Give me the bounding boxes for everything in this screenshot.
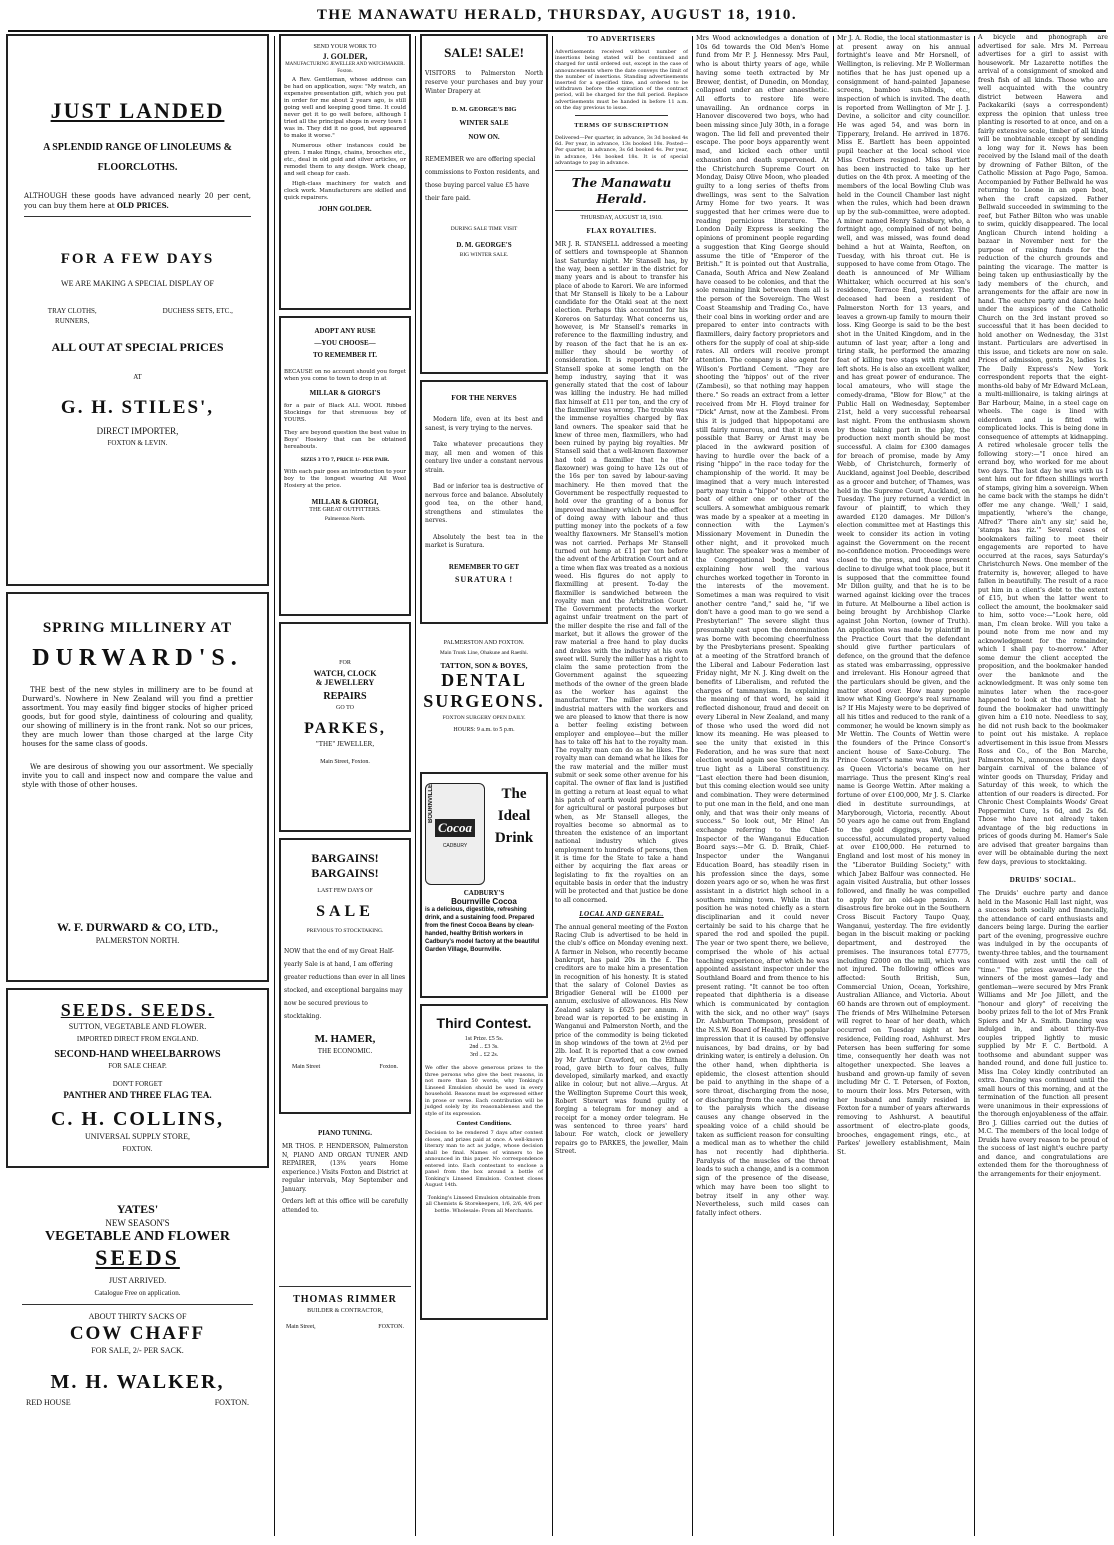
ad-firm-footer: W. F. DURWARD & CO, LTD., (57, 920, 218, 934)
ad-body: ALTHOUGH these goods have advanced nearly 20 per cent, you can buy them here at OLD PRICES. (24, 192, 251, 210)
ad-firm-footer: MILLAR & GIORGI, (311, 498, 379, 506)
column-7 (978, 34, 1108, 1538)
ad-line: IMPORTED DIRECT FROM ENGLAND. (76, 1035, 199, 1043)
ad-firm-footer: D. M. GEORGE'S (456, 241, 512, 249)
ad-line: WE ARE MAKING A SPECIAL DISPLAY OF (61, 279, 214, 288)
ad-third-contest (420, 1004, 548, 1320)
ad-address-right: Foxton. (379, 1064, 398, 1070)
ad-firm: DURWARD'S. (32, 645, 243, 671)
ad-line: TO REMEMBER IT. (312, 351, 378, 359)
ad-line: SURATURA ! (454, 574, 514, 584)
ad-line: JUST ARRIVED. (108, 1276, 167, 1285)
ad-firm: G. H. STILES', (60, 397, 215, 418)
ad-seeds (6, 988, 269, 1168)
ad-paragraph: A Rev. Gentleman, whose address can be had on application, says: "My watch, an expensive presentation gift, which you put in order for me about 2 years ago, is still going well and keeping good time. It could never get it to go well before, although I tried all the principal shops in every town I was in. They did it no good, but appeared to make it worse." (284, 77, 406, 139)
column-rule (274, 36, 275, 1536)
column-rule (692, 36, 693, 1536)
ad-role: DIRECT IMPORTER, (96, 426, 179, 436)
ad-line: BARGAINS! (311, 866, 379, 880)
ad-line: COW CHAFF (69, 1323, 206, 1344)
tin-label: Cocoa (435, 819, 475, 837)
ad-dental (420, 630, 548, 766)
ad-title: SPRING MILLINERY AT (42, 620, 233, 636)
ad-line: Catalogue Free on application. (94, 1289, 181, 1297)
ad-place: PALMERSTON NORTH. (95, 936, 180, 945)
ad-line: DON'T FORGET (112, 1080, 163, 1088)
ad-golder (279, 34, 411, 310)
ad-body: REMEMBER we are offering special commissions to Foxton residents, and those buying parcel value £5 have their fare paid. (425, 156, 540, 202)
ad-prize: 1st Prize. £5 5s. (464, 1036, 504, 1042)
notice-body: Delivered—Per quarter, in advance, 3s 3d booked 4s 6d. Per year, in advance, 13s booked 18s. Posted—Per quarter, in advance, 3s 6d booked 4s. Per year, in advance, 14s booked 18s. It is of special advantage to pay in advance. (555, 135, 688, 166)
ad-line: SURGEONS. (423, 691, 545, 711)
column-rule (833, 36, 834, 1536)
ad-place: Main Street, Foxton. (320, 759, 370, 765)
ad-paragraph: Numerous other instances could be given. I make Rings, chains, brooches etc., etc., deal in old gold and silver articles, or remodel them to any design. Work cheap, and sell cheap for cash. (284, 143, 406, 177)
ad-body: MR THOS. P. HENDERSON, Palmerston N, PIANO AND ORGAN TUNER AND REPAIRER, (13¾ years Home experience.) Visits Foxton and District at regular intervals, May September and January. (282, 1143, 408, 1193)
ad-line: WATCH, CLOCK (313, 669, 377, 678)
ad-millar-giorgi (279, 316, 411, 616)
ad-items-right: DUCHESS SETS, ETC., (162, 307, 233, 315)
ad-body: for a pair of Black ALL WOOL Ribbed Stockings for that strenuous boy of YOURS. (284, 403, 406, 423)
ad-piano-tuning (279, 1120, 411, 1280)
ad-line: MANUFACTURING JEWELLER AND WATCHMAKER. (285, 62, 405, 67)
ad-address-left: Main Street (292, 1064, 321, 1070)
ad-paragraph: Bad or inferior tea is destructive of nervous force and balance. Absolutely good tea, on the other hand, strengthens and stimulates the nerves. (425, 483, 543, 524)
ad-place: Foxton. (337, 69, 353, 74)
ad-name: J. GOLDER, (322, 52, 368, 61)
column-3 (420, 34, 548, 1538)
ad-place: FOXTON. (122, 1145, 153, 1153)
ad-just-landed (6, 34, 269, 586)
notice-body: Advertisements received without number of insertions being stated will be continued and charged for until ordered out, except in the case of announcements where the date conveys the limit of the number of insertions. Standing advertisements inserted for a specified time, and ordered to be withdrawn before the expiration of the contract period, will be charged for the full period. Replace advertisements must be handed in before 11 a.m. on the day previous to issue. (555, 49, 688, 111)
ad-line: HOURS: 9 a.m. to 5 p.m. (453, 727, 515, 733)
ad-line: DURING SALE TIME VISIT (450, 226, 518, 232)
ad-address-right: FOXTON. (378, 1324, 404, 1330)
news-text: Mr J. A. Rodie, the local stationmaster is at present away on his annual fortnight's leave and Mr Horsnell, of Wellington, is relieving. Mr P. Wollerman notifies that he has just opened up a consignment of hand-painted Japanese screens, bamboo sun-blinds, etc., inspection of which is invited. The death is reported from Wellington of Mr J. J. Devine, a solicitor and city councillor. He was aged 54, and was born in Tipperary, Ireland. He arrived in 1876. Miss E. Bartlett has been appointed pupil teacher at the local school vice Miss Crothers resigned. Miss Bartlett has been instructed to take up her duties on the 4th prox. A meeting of the members of the local Bowling Club was held in the Council Chamber last night when the rules, which had been drawn up by the sub-committee, were adopted. A miner named Henry Sainsbury, who, a fortnight ago, complained of not being well, and was missed, was found dead behind a hut at Wainta, Reefton, on Tuesday, with his throat cut. He is supposed to have come from Otago. The death is announced of Mr William Whittaker, which occurred at his son's residence, Terrace End, yesterday. The deceased had been a resident of Palmerston North for 13 years, and leaves a grown-up family to mourn their loss. King George is said to be the best shot in the United Kingdom, and in the autumn of last year, after a long and tiring stalk, he performed the amazing feat of killing two stags with right and left shots. He is also an excellent walker, and has great power of endurance. The local amateurs, who will stage the comedy-drama, "Blow for Blow," at the Public Hall on Wednesday, September 21st, held a very successful rehearsal last night. From the enthusiasm shown by those taking part in the play, the production next month should be most successful. A claim for £300 damages for breach of promise, made by Amy Webb, of Christchurch, formerly of Auckland, against Joel Deeble, described as a grocer and butcher, of Thames, was held in the Supreme Court, Auckland, on Tuesday. The jury returned a verdict in favour of plaintiff, to which they awarded £120 damages. Mr Dillon's election committee met at Hastings this week to consider its action in voting against the Government on the recent no-confidence motion. Proceedings were closed to the press, and those present decline to divulge what took place, but it is supposed that the committee found Mr Dillon guilty, and that he is to be warned against kicking over the traces in future. At Melbourne a libel action is being brought by Archbishop Clarke against John Norton, (owner of Truth). An application was made by plaintiff in the Practice Court that the defendant should give further particulars of defence, on the ground that the defence as stated was embarrassing, oppressive and irrelevant. His Honour agreed that the particulars should be given, and the matter stood over. How many people know what King George's real surname is? If His Majesty were to be deprived of all his titles and reduced to the rank of a commoner, he would be known simply as Mr Wettin. The Counts of Wettin were the founders of the Prince Consort's ancient house of Saxe-Coburg. The Prince Consort's name was Wettin, just as Queen Victoria's became on her marriage. Thus the present King's real name is George Wettin. After making a fortune of over £100,000, Mr J. S. Clarke died in destitute surroundings, at Maryborough, Victoria, recently. About 50 years ago he came out from England to the gold diggings, and, being successful, accumulated property valued at over £100,000. He returned to England and lost most of his money in the "Liberator Building Society," with which Jabez Balfour was connected. He again visited Australia, but other losses followed, and finally he was compelled to apply for an old-age pension. A disastrous fire broke out in the Southern Cross Biscuit Factory Taupo Quay, Wanganui, yesterday. The fire evidently began in the biscuit making or packing department, and destroyed the premises. The insurances total £7775, including £2000 on the mill, which was not injured. The following offices are affected: South British, Sun, Commercial Union, Ocean, Yorkshire, Australian Alliance, and Victoria. About 60 hands are thrown out of employment. The friends of Mrs Wilhelmine Petersen will regret to hear of her death, which occurred on Tuesday night at her residence, Feilding road, Ashhurst. Mrs Petersen has been suffering for some time, consequently her death was not altogether unexpected. She leaves a husband and grown-up family of seven including Mr C. T. Petersen, of Foxton, to mourn their loss. Mrs Petersen, with her husband and family resided in Foxton for a number of years afterwards removing to Ashhurst. A beautiful assortment of electro-plate goods, brooches, engagement rings, etc., at Parkes' jewellery establishment, Main St. (837, 34, 970, 1156)
ad-line: ABOUT THIRTY SACKS OF (88, 1312, 187, 1321)
ad-line: Main Trunk Line, Ohakune and Raetihi. (439, 650, 529, 656)
ad-subhead: Contest Conditions. (456, 1120, 512, 1127)
ad-product: Bournville Cocoa (451, 897, 517, 906)
ad-footer: Tonking's Linseed Emulsion obtainable from all Chemists & Storekeepers, 1/6, 2/6, 4/6 per bottle. Wholesale: From all Merchants. (425, 1194, 543, 1214)
section-heading: TO ADVERTISERS (587, 35, 656, 43)
ad-spring-millinery (6, 592, 269, 982)
ad-line: THE GREAT OUTFITTERS. (309, 507, 381, 513)
ad-address-right: FOXTON. (214, 1398, 249, 1407)
ad-cadbury-cocoa (420, 772, 548, 998)
masthead-rule (8, 30, 1106, 32)
ad-paragraph: Take whatever precautions they may, all men and women of this century live under a constant nervous strain. (425, 441, 543, 474)
ad-title: SEEDS. SEEDS. (60, 1000, 215, 1020)
newspaper-title: The Manawatu Herald. (571, 176, 672, 207)
ad-line: NEW SEASON'S (105, 1218, 170, 1228)
ad-body: Decision to be rendered 7 days after contest closes, and prizes paid at once. A well-known literary man to act as judge, whose decision shall be final. Names of winners to be announced in this paper. No correspondence entered into. Each contestant to enclose a panel from the box around a bottle of Tonking's Linseed Emulsion. Contest closes August 14th. (425, 1130, 543, 1188)
ad-line: FOXTON SURGERY OPEN DAILY. (442, 715, 526, 721)
section-heading: TERMS OF SUBSCRIPTION (574, 122, 669, 130)
masthead: THE MANAWATU HERALD, THURSDAY, AUGUST 18, 1910. (316, 7, 798, 23)
ad-line: FOR (339, 660, 351, 666)
ad-firm: TATTON, SON & BOYES, (440, 661, 528, 670)
ad-line: NOW ON. (468, 133, 500, 141)
ad-sale (420, 34, 548, 374)
ad-body: They are beyond question the best value in Boys' Hosiery that can be obtained hereabouts. (284, 430, 406, 450)
ad-body (425, 416, 543, 551)
ad-body: With each pair goes an introduction to your boy to the longest wearing All Wool Hosiery at the price. (284, 469, 406, 489)
ad-line: SEEDS (95, 1245, 180, 1270)
ad-line: REMEMBER TO GET (448, 562, 520, 571)
section-heading: LOCAL AND GENERAL. (579, 909, 664, 918)
ad-subtitle: A SPLENDID RANGE OF LINOLEUMS & FLOORCLOTHS. (43, 142, 232, 173)
ad-address-left: RED HOUSE (26, 1398, 71, 1407)
ad-title: Third Contest. (436, 1015, 532, 1031)
druids-text: The Druids' euchre party and dance held in the Masonic Hall last night, was a success both socially and financially, the attendance of card enthusiasts and dancers being large. During the earlier part of the evening, progressive euchre was indulged in by the occupants of twenty-three tables, and the tournament continued with zest until the call of "time." The prizes awarded for the winners of the most games—lady and gentleman—were secured by Mrs Frank Williams and Mr Joe Jillett, and the "honour and glory" of receiving the booby prizes fell to the lot of Mrs Frank Spiers and Mr A. Smith. Dancing was indulged in, and about thirty-five couples tripped lightly to music supplied by Mr F. C. Bertbold. A toothsome and abundant supper was handed round, and done full justice to. Miss Ina Coley kindly contributed an extra. Dancing was continued until the small hours of this morning, and at the termination of the function all present were unanimous in their expressions of the thorough enjoyableness of the affair. Bro J. Gillies carried out the duties of M.C. The members of the local lodge of Druids have every reason to be proud of the success of last night's euchre party and dance, and congratulations are extended them for the thoroughness of the arrangements for their enjoyment. (978, 890, 1108, 1178)
section-heading: DRUIDS' SOCIAL. (1009, 876, 1077, 884)
ad-line: "THE" JEWELLER, (315, 740, 375, 748)
leader-text: MR J. R. STANSELL addressed a meeting of settlers and townspeople at Shannon last Saturday night. Mr Stansell has, by the way, been a settler in the district for many years and is about to transfer his place of abode to Karori. We are informed that Mr Stansell is likely to be a Labour candidate for the Otaki seat at the next election. Perhaps this accounted for his Koreros on Saturday. What concerns us, however, is Mr Stansell's remarks in reference to the flaxmilling industry, and by reason of the fact that he is an ex-miller they should be worthy of consideration. It is reported that Mr Stansell spoke at some length on the hemp industry, saying that it was generally stated that the cost of labour was killing the industry. He had milled flax himself at £11 per ton, and the cry of the flaxmiller was wrong. The trouble was the immense royalties charged by flax land owners. The speaker said that he knew of three men, flaxmillers, who had been ruined by paying big royalties. Mr Stansell said that a well-known flaxowner had told a flaxmiller that he (the flaxowner) was going to have 12s out of the 16s per ton saved by labour-saving machinery. He then moved that the Government be respectfully requested to hold over the granting of a bonus for improved machinery which had the effect of doing away with labour and thus putting money into the pockets of a few wealthy flaxowners. Mr Stansell's motion was not carried. Perhaps Mr Stansell turned out hemp at £11 per ton before the advent of the Arbitration Court and at a time when flax was treated as a noxious weed. His figures do not apply to flaxmilling at present. To-day the flaxmiller is sandwiched between the royalty man and the Arbitration Court. The Government protects the worker against unfair treatment on the part of the miller despite the rise and fall of the market, but it allows the grower of the raw material a free hand to play ducks and drakes with the industry at his own sweet will. Surely the miller has a right to claim the same protection from the Government against the squeezing methods of the owner of the green blade as the worker has against the manufacturer. The miller can discuss industrial matters with the workers and we are pleased to know that there is now a better feeling existing between employer and employee—but the miller has to take off his hat to the royalty man. The royalty man can do as he likes. The royalty man can demand what he likes for the raw material and the miller must submit or seek some other avenue for his capital. The owner of flax land is justified in getting a return at least equal to what his patch of earth would produce either for agricultural or pastoral purposes but when, as Mr Stansell alleges, the royalties become so abnormal as to threaten the existence of an important national industry which gives employment to hundreds of persons, then it is time for the State to take a hand either by acquiring the flax areas or legislating to fix the royalties on an equitable basis in order that the industry will be protected and that justice be done to all concerned. (555, 241, 688, 904)
ad-firm: CADBURY'S (463, 889, 505, 897)
leader-heading: FLAX ROYALTIES. (586, 227, 657, 236)
ad-paragraph: THE best of the new styles in millinery are to be found at Durward's. Nowhere in New Zealand will you find a prettier assortment. You may easily find bigger stocks of higher priced goods, but for good style, daintiness of colouring and quality, our showing of millinery is in the front rank. Not so our prices, they are much lower than those charged at the large City houses for the same class of goods. (22, 686, 253, 748)
ad-line: WINTER SALE (459, 119, 509, 127)
ad-paragraph: We are desirous of showing you our assortment. We specially invite you to call and inspect now and compare the value and style with those of other houses. (22, 763, 253, 789)
ad-headline: The (501, 786, 527, 802)
ad-line: FOR SALE, 2/- PER SACK. (91, 1346, 184, 1355)
ad-title: PIANO TUNING. (318, 1129, 372, 1137)
news-text: A bicycle and phonograph are advertised for sale. Mrs M. Perreau advertises for a girl to assist with housework. Mr Lazarette notifies the arrival of a consignment of smoked and fresh fish of all kinds. Those who are well acquainted with the country district between Hawera and Packakariki (says a correspondent) express the opinion that unless tree planting is resorted to at once, and on a fairly extensive scale, timber of all kinds will be unobtainable except by sending a long way for it. News has been received by the Island mail of the death by drowning of Father Bilton, of the Catholic Mission at Pago Pago, Samoa. Accompanied by Father Bellwald he was returning to Leone in an open boat, when the craft capsized. Father Bellwald succeeded in swimming to the reef, but Father Bilton who was unable to swim, quickly disappeared. The local Anglican Church intend holding a bazaar in November next for the purpose of raising funds for the reduction of the church grounds and painting the vicarage. The matter is being taken up enthusiastically by the lady members of the church, and arrangements for the affair are now in hand. The euchre party and dance held under the auspices of the Catholic Church on the 3rd instant proved so successful that it has been decided to hold another on Wednesday, the 31st instant. Particulars are advertised in this issue, and tickets are now on sale. Prices of admission, gents 2s, ladies 1s. The Daily Express's New York correspondent reports that the eight-months-old baby of Mr Edward McLean, a multi-millionaire, is taking airings at Bar Harbour, Maine, in a steel cage on wheels. The cage is lined with eiderdown and is fitted with complicated locks. This is being done in consequence of attempts at kidnapping. A retired wholesale grocer tells the following story:—"I once hired an errand boy, who worked for me about two days. The last day he was with us I sent him out for fifteen shillings worth of stamps, giving him a sovereign. When he came back with the stamps he didn't offer me any change. 'Well,' I said, impatiently, 'where's the change, Alfred?' 'There ain't any sir,' said he, 'stamps has riz.'" Several cases of bookmakers failing to meet their engagements are reported to have occurred at the races, says Saturday's Christchurch News. One member of the fraternity is, however, alleged to have fallen in beautifully. The result of a race put him in a client's debt to the extent of £15, but when the latter went to collect the amount, the bookmaker said to him, sotto voce:—"Look here, old man, I'm clean broke. Will you take a pound note from me now and my acknowledgment for the remainder, which I shall pay to-morrow." After some demur the client accepted the proposition, and the bookmaker handed over the banknote and the acknowledgment. It was only some ten minutes later when the race-goer happened to look at the note that he found the bookmaker had unwittingly given him a £10 note. Needless to say, he did not rush back to the bookmaker to point out his mistake. A replace advertisement in this issue from Messrs Ross and Co., of the Bon Marche, Palmerston N., announces a three days' bargain carnival of the balance of winter goods on Thursday, Friday and Saturday of this week, to which the attention of our readers is directed. For Chronic Chest Complaints Woods' Great Peppermint Cure, 1s 6d, and 2s 6d. Those who have not already taken advantage of the big reductions in prices of goods during M. Hamer's Sale are advised that greater bargains than ever will be obtainable during the next few days, previous to stocktaking. (978, 34, 1108, 866)
ad-line: SALE (316, 903, 374, 920)
issue-date: THURSDAY, AUGUST 18, 1910. (580, 215, 663, 222)
ad-line: THE ECONOMIC. (317, 1047, 373, 1055)
ad-firm: M. H. WALKER, (50, 1371, 225, 1393)
ad-line: BARGAINS! (311, 851, 379, 865)
ad-line: SUTTON, VEGETABLE AND FLOWER. (68, 1022, 207, 1031)
ad-place: FOXTON & LEVIN. (107, 439, 168, 447)
ad-title: SALE! SALE! (444, 45, 524, 60)
ad-firm: D. M. GEORGE'S BIG (451, 106, 517, 113)
ad-line: YATES' (116, 1202, 159, 1216)
ad-body: We offer the above generous prizes to the three persons who give the best reasons, in not more than 50 words, why Tonking's Linseed Emulsion should be used in every household. Reasons must be expressed either in prose or verse. Each contribution will be judged solely by its reasonableness and the style of its expression. (425, 1065, 543, 1117)
ad-line: —YOU CHOOSE— (314, 339, 376, 347)
ad-headline: Drink (494, 830, 534, 846)
ad-sizes: SIZES 3 TO 7, PRICE 1/- PER PAIR. (300, 457, 390, 463)
column-rule (974, 36, 975, 1536)
ad-headline: Ideal (497, 808, 531, 824)
ad-paragraph: Absolutely the best tea in the market is Suratura. (425, 533, 543, 549)
ad-body: VISITORS to Palmerston North reserve your purchases and buy your Winter Drapery at (425, 70, 543, 95)
ad-signature: JOHN GOLDER. (318, 205, 372, 213)
ad-line: BUILDER & CONTRACTOR, (307, 1308, 383, 1314)
ad-line: VEGETABLE AND FLOWER (45, 1229, 230, 1244)
ad-title: JUST LANDED (50, 98, 225, 123)
ad-body: is a delicious, digestible, refreshing drink, and a sustaining food. Prepared from the finest Cocoa Beans by clean-handed, healthy British workers in Cadbury's model factory at the beautiful Garden Village, Bournville. (425, 907, 540, 953)
ad-paragraph: Modern life, even at its best and sanest, is very trying to the nerves. (425, 416, 543, 432)
ad-yates (6, 1174, 269, 1538)
ad-body (284, 77, 406, 202)
ad-store: UNIVERSAL SUPPLY STORE, (85, 1132, 190, 1141)
cocoa-tin-illustration (425, 783, 485, 885)
ad-line: DENTAL (441, 670, 527, 690)
ad-line: BIG WINTER SALE. (459, 252, 509, 258)
column-5 (696, 34, 829, 1538)
ad-firm: MILLAR & GIORGI'S (309, 389, 381, 397)
column-6 (837, 34, 970, 1538)
ad-parkes (279, 622, 411, 832)
ad-line: LAST FEW DAYS OF (317, 888, 373, 894)
ad-line: PREVIOUS TO STOCKTAKING. (306, 928, 384, 934)
column-rule (552, 36, 553, 1536)
ad-address-left: Main Street, (286, 1324, 316, 1330)
ad-line: PANTHER AND THREE FLAG TEA. (63, 1090, 212, 1100)
ad-prize: 2nd .. £3 3s. (469, 1044, 499, 1050)
ad-firm: PARKES, (304, 720, 386, 737)
ad-for-the-nerves (420, 380, 548, 624)
ad-place: Palmerston North. (324, 516, 366, 522)
ad-paragraph: High-class machinery for watch and clock work. Manufacturers are skilled and quick repairers. (284, 181, 406, 201)
ad-title-few-days: FOR A FEW DAYS (60, 251, 215, 267)
ad-special-prices: ALL OUT AT SPECIAL PRICES (51, 340, 224, 354)
ad-name: THOMAS RIMMER (293, 1294, 397, 1305)
ad-items-left: TRAY CLOTHS, RUNNERS, (47, 307, 97, 325)
ad-line: SEND YOUR WORK TO (313, 44, 377, 50)
ad-firm: M. HAMER, (314, 1033, 376, 1045)
ad-line: GO TO (336, 705, 354, 711)
ad-bargains (279, 838, 411, 1114)
ad-body (22, 686, 253, 790)
column-4 (555, 34, 688, 1538)
ad-line: ADOPT ANY RUSE (314, 327, 376, 335)
ad-title: FOR THE NERVES (451, 393, 517, 402)
column-rule (415, 36, 416, 1536)
column-2 (279, 34, 411, 1538)
ad-line: & JEWELLERY (315, 678, 375, 687)
local-news-text: The annual general meeting of the Foxton Racing Club is advertised to be held in the club's office on Monday evening next. A farmer in Nelson, who recently became bankrupt, has paid 20s in the £. The creditors are to make him a presentation in recognition of his honesty. It is stated that the salary of Colonel Davies as Brigadier General will be £1000 per annum, exclusive of allowances. His New Zealand salary is £625 per annum. A bread war is reported to be existing in Wanganui and Palmerston North, and the price of the commodity is being ticketed in shop windows of the town at 2½d per 2lb. loaf. It is reported that a cow owned by Mr Arthur Crawford, on the Eltham road, gave birth to four calves, fully developed, similarly marked, and exactly alike in colour, but not alive.—Argus. At the Wellington Supreme Court this week, Robert Stewart was found guilty of forging a telegram for money and a receipt for a money order telegram. He was sentenced to three years' hard labour. For watch, clock or jewellery repairs go to PARKES, the jeweller, Main Street. (555, 923, 688, 1155)
ad-at: AT (133, 373, 142, 381)
ad-rimmer (279, 1286, 411, 1356)
ad-body: Orders left at this office will be carefully attended to. (282, 1198, 408, 1214)
ad-prize: 3rd .. £2 2s. (469, 1052, 499, 1058)
ad-firm: C. H. COLLINS, (50, 1108, 225, 1130)
ad-body: NOW that the end of my Great Half-yearly Sale is at hand, I am offering greater reductions than ever in all lines stocked, and exceptional bargains may now be secured previous to stocktaking. (284, 948, 406, 1020)
ad-line: PALMERSTON AND FOXTON. (443, 640, 525, 646)
tin-label: CADBURY (442, 843, 468, 849)
ad-line: REPAIRS (323, 691, 367, 702)
ad-body: BECAUSE on no account should you forget when you come to town to drop in at (284, 369, 406, 382)
tin-label: BOURNVILLE (428, 784, 434, 823)
ad-line: SECOND-HAND WHEELBARROWS (54, 1049, 221, 1060)
news-text: Mrs Wood acknowledges a donation of 10s 6d towards the Old Men's Home fund from Mr P. J. Hennessy. Mrs Paul, who is about thirty years of age, while having some teeth extracted by Mr Brewer, dentist, of Dunedin, on Monday, collapsed under an ether anaesthetic. All efforts to restore life were unavailing. An ordnance corps in Hanover discovered two boys, who had been missing since July 30th, in a forage wagon. The lid fell and prevented their escape. The poor boys apparently went mad, and kicked each other until exhaustion and death supervened. At the Christchurch Supreme Court on Monday, Daisy Olive Moon, who pleaded guilty to a long series of thefts from dwellings, was sent to the Salvation Army Home for two years. It was suggested that her crimes were due to reading pernicious literature. The London Daily Express is seeking the opinions of prominent people regarding a suggestion that King George should assume the title of "Emperor of the British." It is pointed out that Australia, Canada, South Africa and New Zealand have ceased to be colonies, and that the sole remaining link between them all is the person of the Sovereign. The West Coast Steamship and Trading Co., have their coal bins in working order and are prepared to enter into contracts with flaxmillers, dairy factory proprietors and others for the supply of coal at ship-side rates. All orders will receive prompt attention. The company is also agent for Wilson's Portland Cement. "They are shooting the 'hippos' out of the river (Zambesi), so that nothing may happen there." So reads an extract from a letter received from Mr H. Floyd trainer for "Dick" Arnst, now at the Zambesi. From this it is judged that hippopotami are still fairly numerous, and that it is even possible that Barry or Arnst may be placed in the awkward position of having to hurdle over the back of a rising "hippo" in the race today for the championship of the world. It may be imagined that a very much interested party may train a "hippo" to obstruct the boat of either one or other of the scullers. A somewhat ambiguous remark was made by a speaker at a meeting in connection with the Laymen's Missionary Movement in Dunedin the other night, and it provoked much laughter. The speaker was a member of the Congregational body, and was explaining how well the various churches worked together in Toronto in the interests of the movement. Sometimes a man was required to visit another centre "and," said he, "if we don't have a good man to go we send a Presbyterian!" The severe slight thus presumably cast upon the denomination was borne with becoming cheerfulness by the Presbyterians present. Speaking at a meeting of the Stratford branch of the Liberal and Labour Federation last Friday night, Mr N. J. King dwelt on the benefits of Liberalism, and refuted the charges of tammanyism. In explaining the meaning of that word, he said it reflected dishonour, fraud and deceit on every Liberal in New Zealand, and many of those who used the word did not know its meaning. He was pleased to see the unity that existed in this Federation, and he was sure that next election would again see Stratford in its true light as a Liberal constituency. "Last election there had been disunion, but this coming election would see unity and combination. They were determined to put one man in the field, and one man only, and that was their only means of success." So look out, Mr Hine! An exchange referring to the Chief-Inspector of the Wanganui Education Board says:—Mr G. D. Braik, Chief-Inspector under the Wanganui Education Board, has steadily risen in his profession since the days, some dozen years ago or so, when he was first assistant in a district high school in a southern mining town. While in that position he was noted chiefly as a stern disciplinarian and it could never certainly be said to his charge that he spared the rod and spoiled the pupil. The year or two spent there, we believe, comprised the whole of his actual teaching experience, after which he was appointed assistant inspector under the Southland Board and from thence to his present rating. "It cannot be too often repeated that diphtheria is a disease which is communicated by contagion with the sick, and no other way" (says Dr. Ashburton Thompson, president of the N.S.W. Board of Health). The popular impression that it is caused by offensive nuisances, by bad drains, or by bad drinking water, is entirely a delusion. On the other hand, when diphtheria is epidemic, the closest attention should be paid to anything in the shape of a sore throat, discharging from the nose, or discharging from the ears, and owing to the paralysis which the disease causes any change observed in the speaking voice of a child should be taken as sufficient reason for consulting a medical man as to whether the child has not recently had diphtheria. Paralysis of the muscles of the throat leads to such a change, and is a common sign of the presence of the disease, which may have been too slight to betray itself in any other way. Nevertheless, such mild cases can fatally infect others. (696, 34, 829, 1217)
ad-line: FOR SALE CHEAP. (108, 1062, 167, 1070)
column-1 (6, 34, 269, 1538)
